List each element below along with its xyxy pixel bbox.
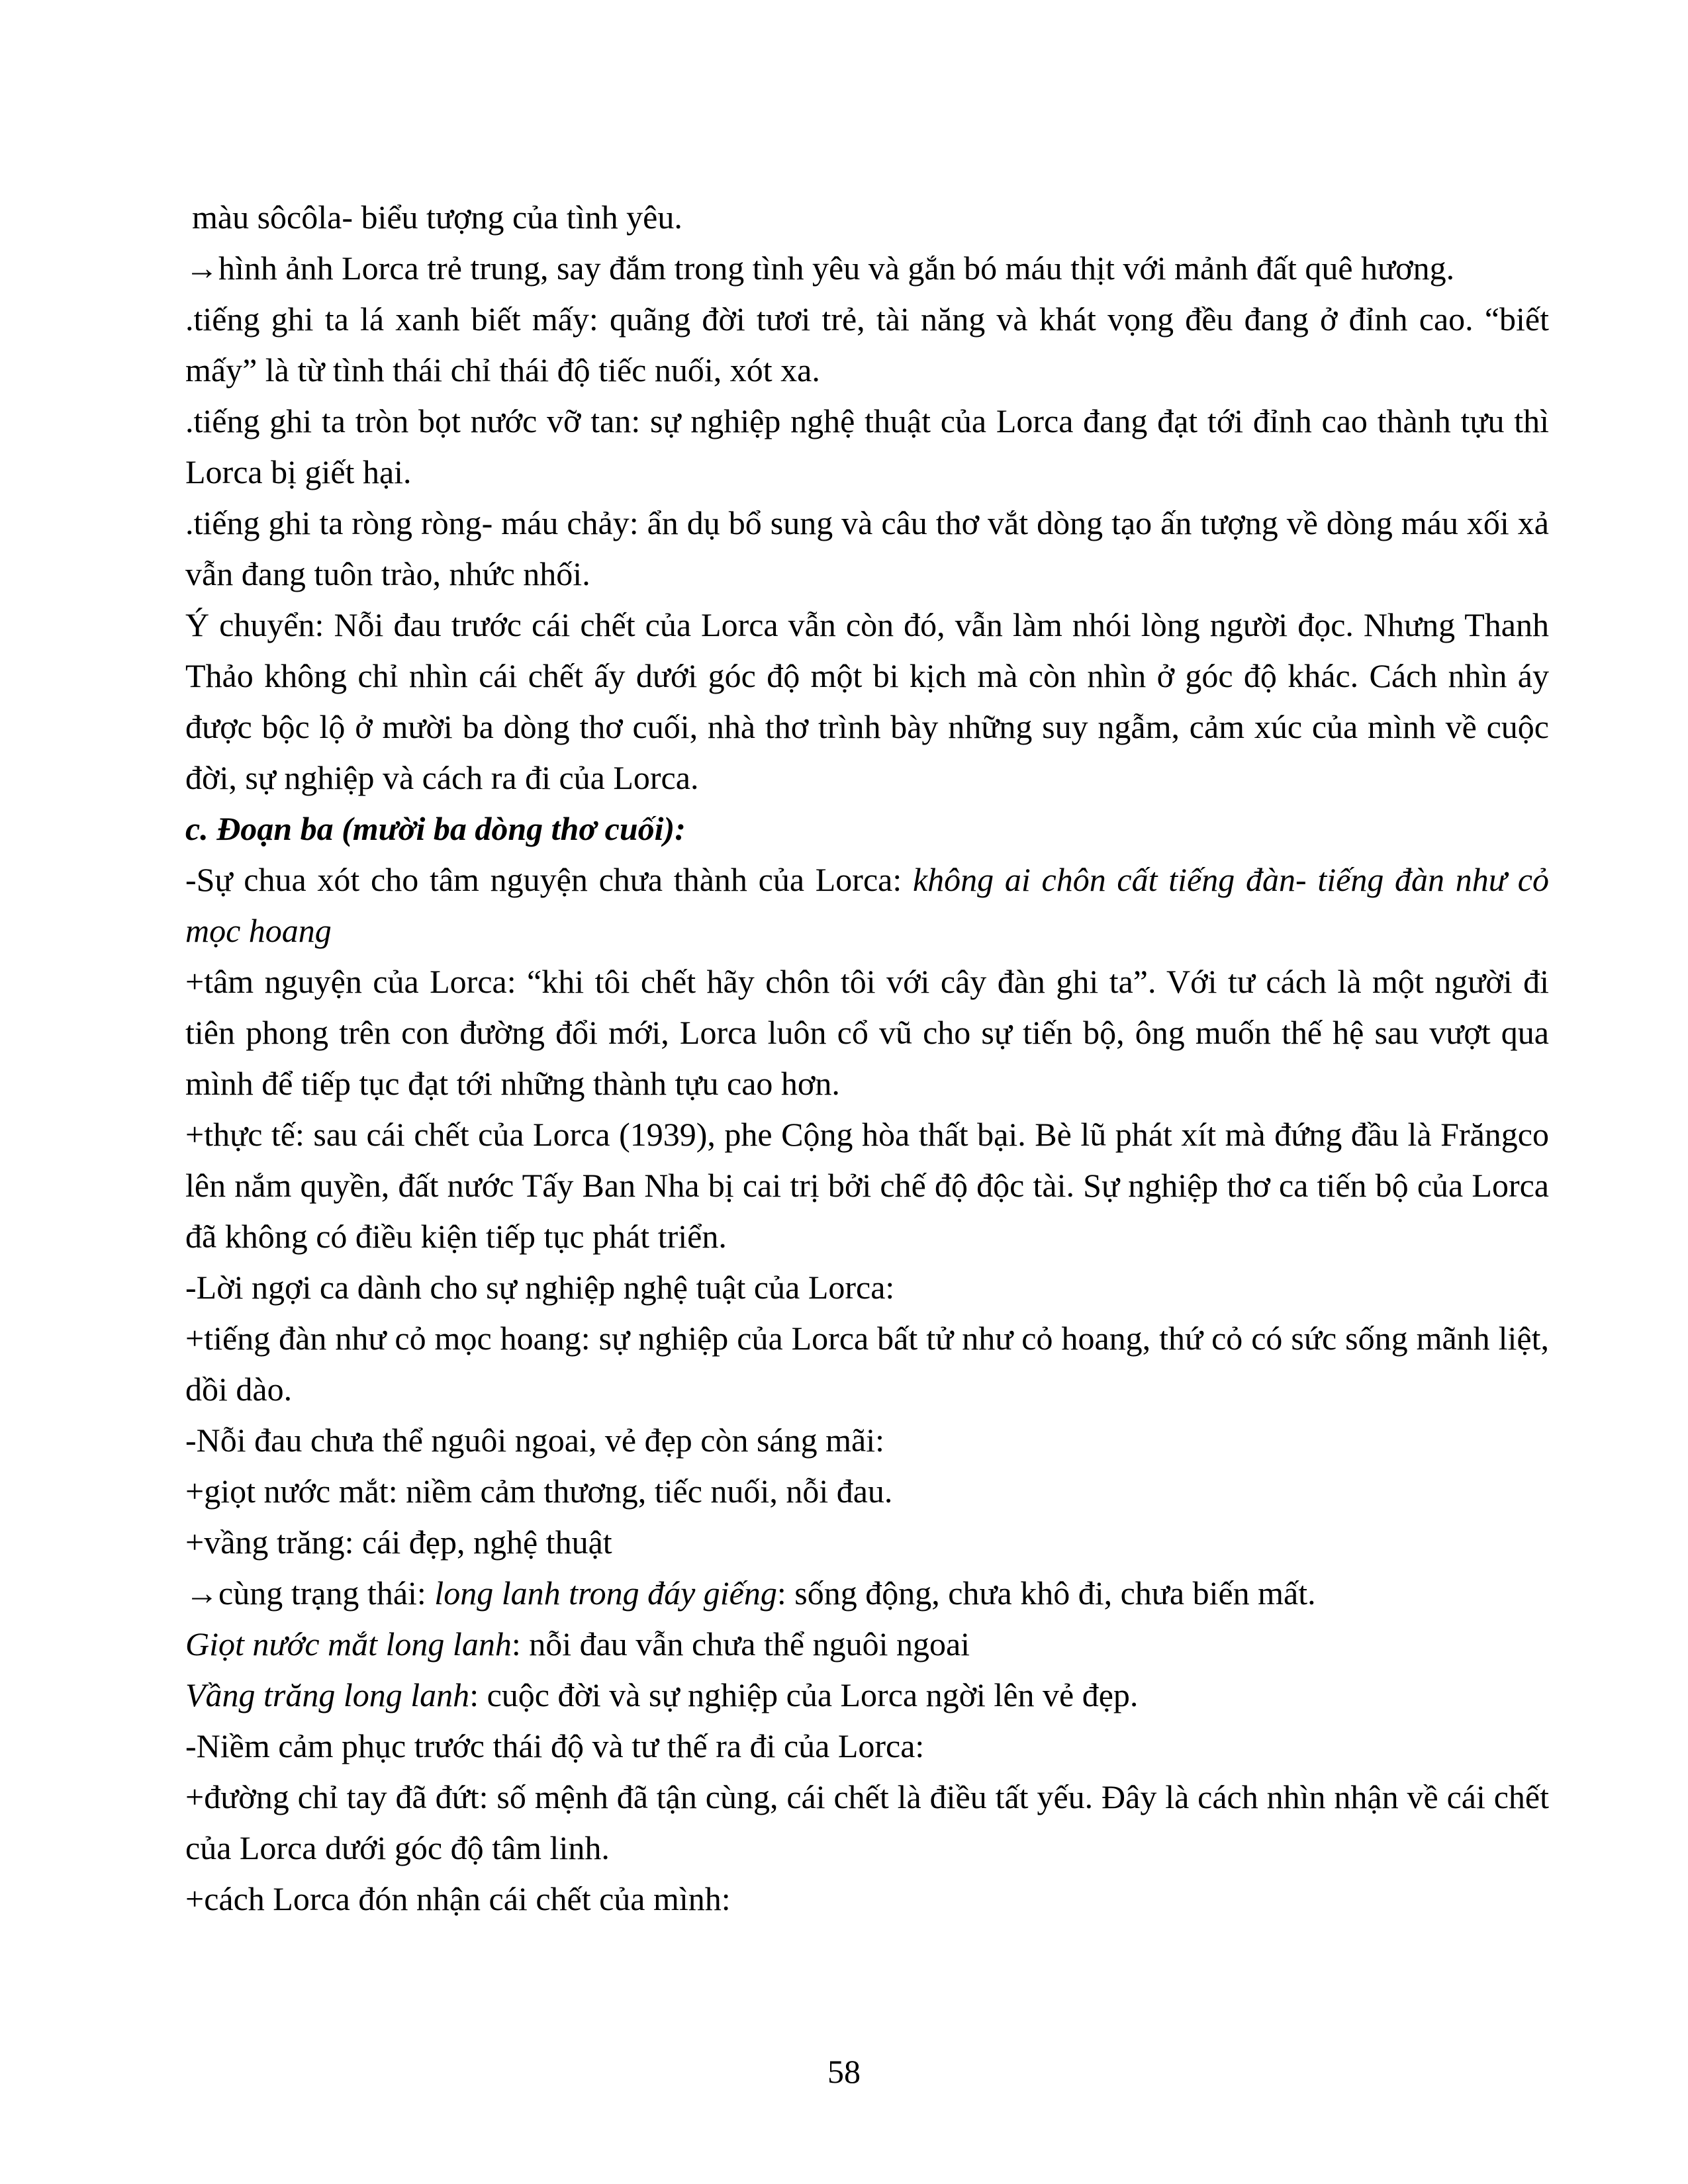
tears-italic: Giọt nước mắt long lanh [185, 1625, 512, 1662]
paragraph-pain: -Nỗi đau chưa thể nguôi ngoai, vẻ đẹp còn sáng mãi: [185, 1422, 884, 1459]
paragraph-praise: -Lời ngợi ca dành cho sự nghiệp nghệ tuật của Lorca: [185, 1269, 895, 1306]
section-heading: c. Đoạn ba (mười ba dòng thơ cuối): [185, 810, 686, 847]
paragraph-sparkling-tears [185, 1619, 1549, 1670]
tears-rest: : nỗi đau vẫn chưa thể nguôi ngoai [511, 1625, 970, 1662]
moon-rest: : cuộc đời và sự nghiệp của Lorca ngời lên vẻ đẹp. [469, 1676, 1139, 1713]
paragraph-wild-grass: +tiếng đàn như cỏ mọc hoang: sự nghiệp của Lorca bất tử như cỏ hoang, thứ cỏ có sức sống mãnh liệt, dồi dào. [185, 1320, 1549, 1408]
paragraph-sorrow [185, 854, 1549, 956]
paragraph-acceptance: +cách Lorca đón nhận cái chết của mình: [185, 1880, 731, 1917]
sorrow-prefix: -Sự chua xót cho tâm nguyện chưa thành của Lorca: [185, 861, 913, 898]
paragraph-sparkling-moon [185, 1670, 1549, 1721]
paragraph-palm-line: +đường chỉ tay đã đứt: số mệnh đã tận cùng, cái chết là điều tất yếu. Đây là cách nhìn nhận về cái chết của Lorca dưới góc độ tâm linh. [185, 1778, 1549, 1866]
paragraph-green-leaf-guitar: .tiếng ghi ta lá xanh biết mấy: quãng đời tươi trẻ, tài năng và khát vọng đều đang ở đỉnh cao. “biết mấy” là từ tình thái chỉ thái độ tiếc nuối, xót xa. [185, 300, 1549, 388]
paragraph-transition: Ý chuyển: Nỗi đau trước cái chết của Lorca vẫn còn đó, vẫn làm nhói lòng người đọc. Nhưng Thanh Thảo không chỉ nhìn cái chết ấy dưới góc độ một bi kịch mà còn nhìn ở góc độ khác. Cách nhìn áy được bộc lộ ở mười ba dòng thơ cuối, nhà thơ trình bày những suy ngẫm, cảm xúc của mình về cuộc đời, sự nghiệp và cách ra đi của Lorca. [185, 606, 1549, 796]
page-number: 58 [827, 2053, 861, 2090]
paragraph-blood-guitar: .tiếng ghi ta ròng ròng- máu chảy: ẩn dụ bổ sung và câu thơ vắt dòng tạo ấn tượng về dòng máu xối xả vẫn đang tuôn trào, nhức nhối. [185, 504, 1549, 592]
state-prefix: →cùng trạng thái: [185, 1574, 435, 1612]
paragraph-reality: +thực tế: sau cái chết của Lorca (1939), phe Cộng hòa thất bại. Bè lũ phát xít mà đứng đầu là Frăngco lên nắm quyền, đất nước Tấy Ban Nha bị cai trị bởi chế độ độc tài. Sự nghiệp thơ ca tiến bộ của Lorca đã không có điều kiện tiếp tục phát triển. [185, 1116, 1549, 1255]
paragraph-moon: +vầng trăng: cái đẹp, nghệ thuật [185, 1524, 612, 1561]
document-page [185, 192, 1549, 1925]
sorrow-quote: không ai chôn cất tiếng đàn- tiếng đàn như cỏ mọc hoang [185, 861, 1549, 949]
paragraph-admiration: -Niềm cảm phục trước thái độ và tư thế ra đi của Lorca: [185, 1727, 925, 1764]
moon-italic: Vầng trăng long lanh [185, 1676, 470, 1713]
state-rest: : sống động, chưa khô đi, chưa biến mất. [776, 1574, 1316, 1612]
paragraph-lorca-image: →hình ảnh Lorca trẻ trung, say đắm trong tình yêu và gắn bó máu thịt với mảnh đất quê hương. [185, 250, 1455, 287]
paragraph-wish: +tâm nguyện của Lorca: “khi tôi chết hãy chôn tôi với cây đàn ghi ta”. Với tư cách là một người đi tiên phong trên con đường đổi mới, Lorca luôn cổ vũ cho sự tiến bộ, ông muốn thế hệ sau vượt qua mình để tiếp tục đạt tới những thành tựu cao hơn. [185, 963, 1549, 1102]
paragraph-tears: +giọt nước mắt: niềm cảm thương, tiếc nuối, nỗi đau. [185, 1473, 893, 1510]
paragraph-chocolate-symbol: màu sôcôla- biểu tượng của tình yêu. [192, 199, 682, 236]
paragraph-bubble-guitar: .tiếng ghi ta tròn bọt nước vỡ tan: sự nghiệp nghệ thuật của Lorca đang đạt tới đỉnh cao thành tựu thì Lorca bị giết hại. [185, 402, 1549, 490]
state-italic: long lanh trong đáy giếng [434, 1574, 777, 1612]
paragraph-same-state [185, 1568, 1549, 1619]
